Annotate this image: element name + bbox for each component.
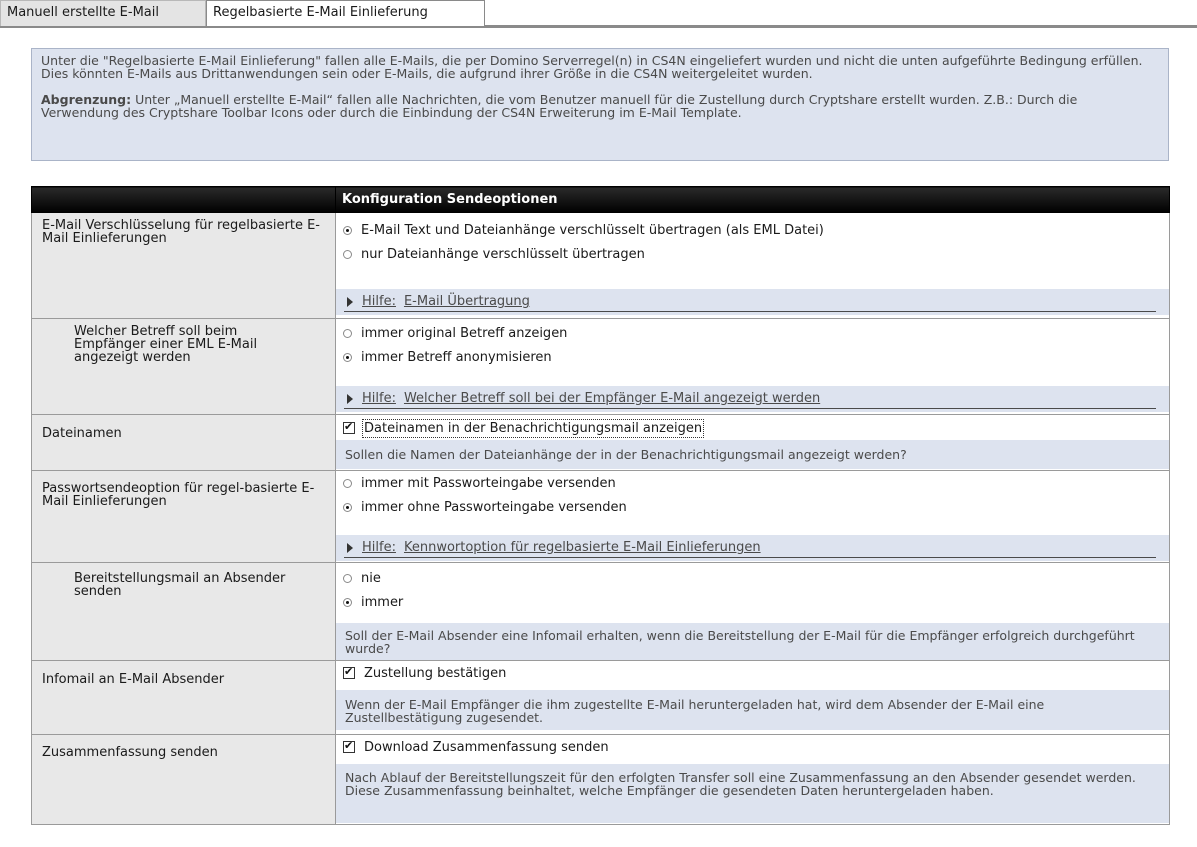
radio-label: immer ohne Passworteingabe versenden bbox=[361, 499, 627, 515]
help-bar-password bbox=[336, 535, 1169, 561]
row-label-infomail: Infomail an E-Mail Absender bbox=[32, 661, 336, 735]
desc-provision: Soll der E-Mail Absender eine Infomail erhalten, wenn die Bereitstellung der E-Mail für die Empfänger erfolgreich durchgeführt wurde? bbox=[336, 623, 1169, 660]
info-paragraph-2-bold: Abgrenzung: bbox=[41, 92, 132, 107]
row-label-summary: Zusammenfassung senden bbox=[32, 735, 336, 825]
help-link-encryption[interactable] bbox=[344, 292, 1156, 312]
row-label-filenames: Dateinamen bbox=[32, 415, 336, 471]
help-text: Kennwortoption für regelbasierte E-Mail Einlieferungen bbox=[403, 540, 761, 555]
radio-label: nur Dateianhänge verschlüsselt übertragen bbox=[361, 246, 645, 262]
radio-option-never[interactable] bbox=[336, 566, 1169, 590]
radio-unselected-icon[interactable] bbox=[343, 250, 352, 259]
radio-unselected-icon[interactable] bbox=[343, 329, 352, 338]
checkbox-checked-icon[interactable] bbox=[343, 741, 355, 753]
help-bar-subject bbox=[336, 386, 1169, 412]
radio-selected-icon[interactable] bbox=[343, 503, 352, 512]
config-table-header: Konfiguration Sendeoptionen bbox=[336, 187, 1170, 213]
radio-unselected-icon[interactable] bbox=[343, 479, 352, 488]
help-prefix: Hilfe: bbox=[362, 391, 396, 406]
tab-manual-email[interactable]: Manuell erstellte E-Mail bbox=[0, 0, 206, 26]
info-paragraph-1: Unter die "Regelbasierte E-Mail Einlieferung" fallen alle E-Mails, die per Domino Serverregel(n) in CS4N eingeliefert wurden und nicht die unten aufgeführte Bedingung erfüllen. Dies könnten E-Mails aus Drittanwendungen sein oder E-Mails, die aufgrund ihrer Größe in die CS4N weitergeleitet wurden. bbox=[41, 53, 1143, 81]
help-text: Welcher Betreff soll bei der Empfänger E-Mail angezeigt werden bbox=[403, 391, 821, 406]
checkbox-label: Download Zusammenfassung senden bbox=[364, 739, 609, 755]
radio-option-original-subject[interactable] bbox=[336, 321, 1169, 345]
desc-summary: Nach Ablauf der Bereitstellungszeit für den erfolgten Transfer soll eine Zusammenfassung an den Absender gesendet werden. Diese Zusammenfassung beinhaltet, welche Empfänger die gesendeten Daten heruntergeladen haben. bbox=[336, 764, 1169, 823]
radio-option-with-password[interactable] bbox=[336, 471, 1169, 495]
row-label-encryption: E-Mail Verschlüsselung für regelbasierte E-Mail Einlieferungen bbox=[32, 213, 336, 319]
help-link-subject[interactable] bbox=[344, 389, 1156, 409]
tab-bar bbox=[0, 0, 1197, 28]
radio-label: immer mit Passworteingabe versenden bbox=[361, 475, 616, 491]
expand-triangle-icon[interactable] bbox=[347, 297, 353, 307]
help-text: E-Mail Übertragung bbox=[403, 294, 530, 309]
radio-selected-icon[interactable] bbox=[343, 598, 352, 607]
checkbox-option-show-filenames[interactable] bbox=[336, 416, 1169, 440]
radio-selected-icon[interactable] bbox=[343, 226, 352, 235]
radio-label: immer original Betreff anzeigen bbox=[361, 325, 568, 341]
tab-rule-based-email[interactable]: Regelbasierte E-Mail Einlieferung bbox=[206, 0, 485, 26]
row-label-provision: Bereitstellungsmail an Absender senden bbox=[32, 563, 336, 661]
radio-label: E-Mail Text und Dateianhänge verschlüsselt übertragen (als EML Datei) bbox=[361, 222, 824, 238]
checkbox-checked-icon[interactable] bbox=[343, 422, 355, 434]
row-label-subject: Welcher Betreff soll beim Empfänger einer EML E-Mail angezeigt werden bbox=[32, 319, 336, 415]
help-link-password[interactable] bbox=[344, 538, 1156, 558]
radio-label: nie bbox=[361, 570, 381, 586]
expand-triangle-icon[interactable] bbox=[347, 394, 353, 404]
expand-triangle-icon[interactable] bbox=[347, 543, 353, 553]
row-label-password: Passwortsendeoption für regel-basierte E-Mail Einlieferungen bbox=[32, 471, 336, 563]
radio-option-encrypt-attachments[interactable] bbox=[336, 242, 1169, 266]
radio-option-anonymize-subject[interactable] bbox=[336, 345, 1169, 369]
checkbox-option-confirm-delivery[interactable] bbox=[336, 661, 1169, 685]
desc-filenames: Sollen die Namen der Dateianhänge der in der Benachrichtigungsmail angezeigt werden? bbox=[336, 440, 1169, 469]
help-bar-encryption bbox=[336, 289, 1169, 315]
checkbox-label: Zustellung bestätigen bbox=[364, 665, 507, 681]
checkbox-label: Dateinamen in der Benachrichtigungsmail anzeigen bbox=[364, 420, 703, 436]
info-paragraph-2-text: Unter „Manuell erstellte E-Mail“ fallen alle Nachrichten, die vom Benutzer manuell für die Zustellung durch Cryptshare erstellt wurden. Z.B.: Durch die Verwendung des Cryptshare Toolbar Icons oder durch die Einbindung der CS4N Erweiterung im E-Mail Template. bbox=[41, 92, 1078, 120]
radio-option-without-password[interactable] bbox=[336, 495, 1169, 519]
radio-label: immer bbox=[361, 594, 404, 610]
radio-unselected-icon[interactable] bbox=[343, 574, 352, 583]
checkbox-option-download-summary[interactable] bbox=[336, 735, 1169, 759]
help-prefix: Hilfe: bbox=[362, 294, 396, 309]
radio-selected-icon[interactable] bbox=[343, 353, 352, 362]
help-prefix: Hilfe: bbox=[362, 540, 396, 555]
desc-infomail: Wenn der E-Mail Empfänger die ihm zugestellte E-Mail heruntergeladen hat, wird dem Absender der E-Mail eine Zustellbestätigung zugesendet. bbox=[336, 690, 1169, 730]
radio-option-always[interactable] bbox=[336, 590, 1169, 614]
checkbox-checked-icon[interactable] bbox=[343, 667, 355, 679]
radio-label: immer Betreff anonymisieren bbox=[361, 349, 552, 365]
config-table bbox=[31, 186, 1170, 825]
info-paragraph-2 bbox=[41, 93, 1159, 119]
radio-option-encrypt-all[interactable] bbox=[336, 218, 1169, 242]
info-box bbox=[31, 48, 1169, 161]
